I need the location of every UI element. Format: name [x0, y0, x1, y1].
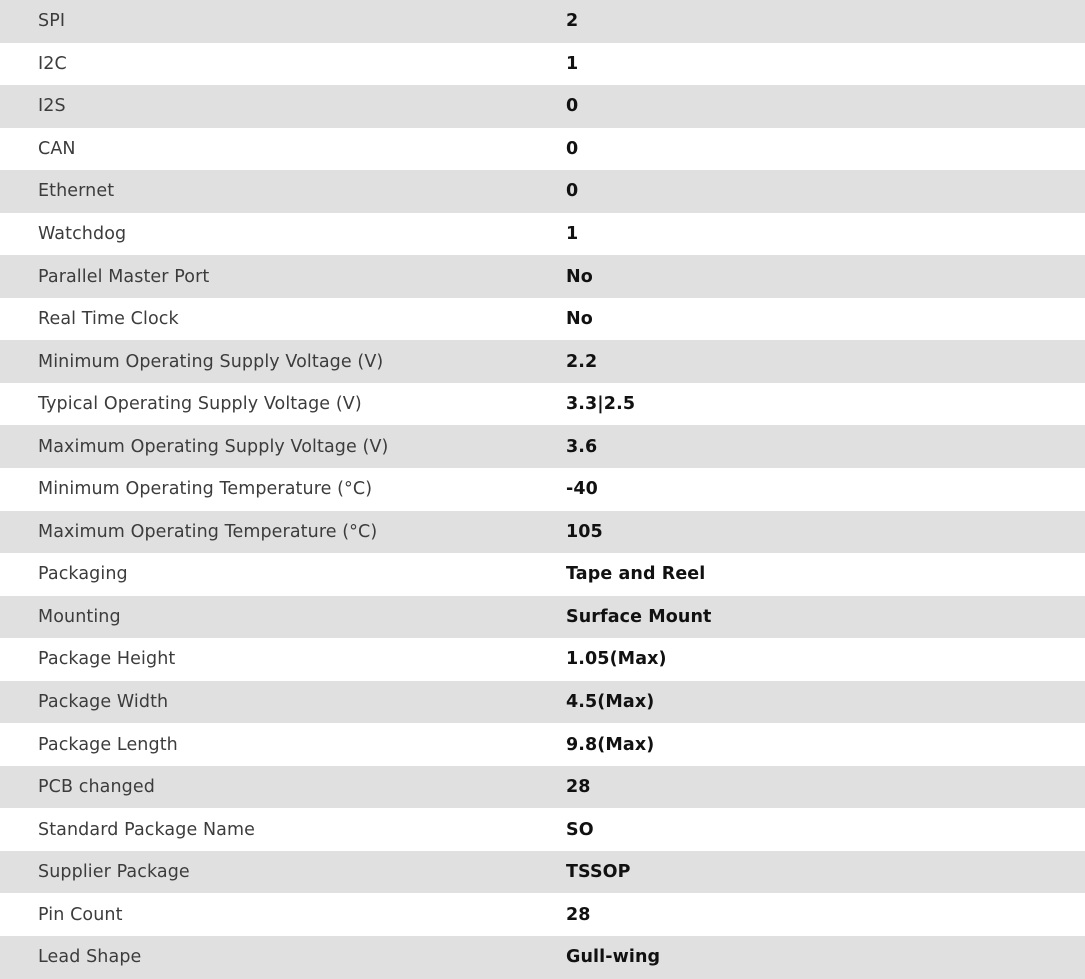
spec-row	[0, 383, 1085, 426]
spec-name: I2S	[38, 96, 66, 117]
spec-value: Tape and Reel	[566, 564, 706, 585]
spec-name: Standard Package Name	[38, 819, 256, 840]
spec-value: 4.5(Max)	[566, 692, 655, 713]
spec-name: Typical Operating Supply Voltage (V)	[38, 394, 362, 415]
spec-row	[0, 43, 1085, 86]
spec-name: Minimum Operating Temperature (°C)	[38, 479, 373, 500]
spec-value: 0	[566, 181, 579, 202]
spec-value: 28	[566, 904, 591, 925]
spec-row	[0, 298, 1085, 341]
spec-name: I2C	[38, 53, 67, 74]
spec-value: Surface Mount	[566, 606, 712, 627]
spec-row	[0, 596, 1085, 639]
spec-name: Real Time Clock	[38, 309, 179, 330]
spec-row	[0, 681, 1085, 724]
spec-row	[0, 723, 1085, 766]
spec-row	[0, 936, 1085, 979]
spec-name: Supplier Package	[38, 862, 190, 883]
spec-row	[0, 638, 1085, 681]
spec-row	[0, 766, 1085, 809]
spec-name: Package Height	[38, 649, 176, 670]
spec-row	[0, 213, 1085, 256]
spec-value: 2.2	[566, 351, 598, 372]
spec-row	[0, 851, 1085, 894]
spec-value: 1.05(Max)	[566, 649, 667, 670]
spec-row	[0, 808, 1085, 851]
spec-row	[0, 511, 1085, 554]
spec-row	[0, 553, 1085, 596]
spec-value: 105	[566, 521, 603, 542]
spec-value: SO	[566, 819, 594, 840]
spec-row	[0, 0, 1085, 43]
spec-value: 9.8(Max)	[566, 734, 655, 755]
spec-value: 1	[566, 224, 579, 244]
spec-name: SPI	[38, 11, 66, 32]
spec-row	[0, 425, 1085, 468]
spec-value: 28	[566, 777, 591, 798]
spec-name: PCB changed	[38, 777, 155, 798]
spec-row	[0, 893, 1085, 936]
spec-value: 1	[566, 53, 579, 74]
spec-name: Ethernet	[38, 181, 115, 202]
spec-name: Minimum Operating Supply Voltage (V)	[38, 351, 384, 372]
spec-value: 0	[566, 96, 579, 117]
spec-value: 0	[566, 138, 579, 159]
spec-name: Maximum Operating Supply Voltage (V)	[38, 436, 389, 457]
spec-row	[0, 340, 1085, 383]
spec-row	[0, 128, 1085, 171]
spec-name: CAN	[38, 138, 76, 159]
spec-row	[0, 85, 1085, 128]
spec-value: No	[566, 309, 593, 330]
spec-value: Gull-wing	[566, 947, 661, 968]
spec-row	[0, 255, 1085, 298]
spec-value: TSSOP	[566, 862, 631, 883]
spec-value: 2	[566, 11, 579, 32]
spec-name: Packaging	[38, 564, 128, 585]
spec-value: 3.3|2.5	[566, 394, 636, 415]
spec-value: -40	[566, 479, 598, 500]
spec-name: Parallel Master Port	[38, 266, 210, 287]
spec-name: Lead Shape	[38, 947, 142, 968]
spec-value: No	[566, 266, 593, 287]
spec-name: Package Length	[38, 734, 178, 755]
spec-name: Package Width	[38, 692, 169, 713]
spec-name: Pin Count	[38, 904, 123, 925]
spec-row	[0, 170, 1085, 213]
spec-value: 3.6	[566, 436, 598, 457]
spec-row	[0, 468, 1085, 511]
spec-name: Maximum Operating Temperature (°C)	[38, 521, 378, 542]
spec-name: Mounting	[38, 606, 121, 627]
spec-name: Watchdog	[38, 224, 127, 244]
